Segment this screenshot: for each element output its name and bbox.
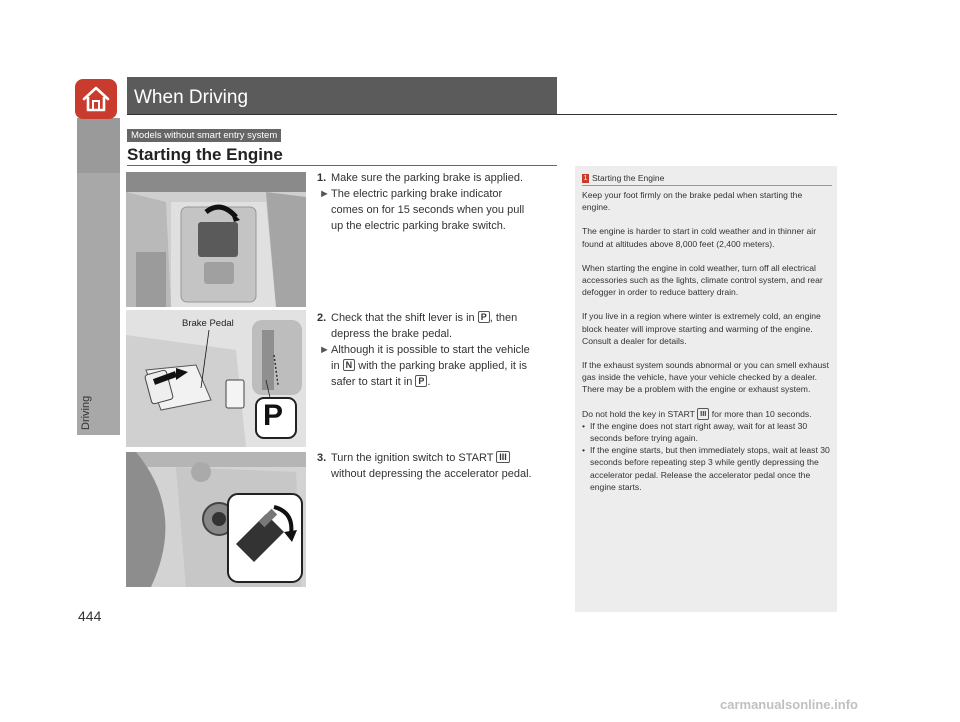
start-key: III (697, 408, 709, 420)
note-bullet-1: • If the engine does not start right away, wait for at least 30 seconds before trying again. (582, 420, 832, 444)
note-title (582, 173, 832, 186)
sidebar-block-upper (77, 118, 120, 174)
note-paragraph-2: The engine is harder to start in cold weather and in thinner air found at altitudes above 8,000 feet (2,400 meters). (582, 226, 817, 249)
step-2-number: 2. (317, 312, 327, 324)
step-3-text-a: Turn the ignition switch to START (331, 452, 494, 464)
note-p6-a: Do not hold the key in START (582, 408, 695, 419)
section-divider (127, 165, 557, 166)
park-key: P (415, 375, 427, 387)
step-2-sub2a: in (331, 360, 340, 372)
step-3 (317, 450, 562, 482)
note-bullet-2: • If the engine starts, but then immediately stops, wait at least 30 seconds before repeating step 3 while gently depressing the accelerator pedal. Release the accelerator pedal once the engine starts. (582, 444, 832, 493)
note-title-text: Starting the Engine (592, 173, 665, 183)
park-key: P (478, 311, 490, 323)
parking-brake-figure (126, 172, 306, 307)
note-paragraph-3: When starting the engine in cold weather, turn off all electrical accessories such as the lights, climate control system, and rear defogger in order to reduce battery drain. (582, 262, 823, 298)
section-heading: Starting the Engine (127, 145, 283, 164)
neutral-key: N (343, 359, 356, 371)
step-1-sub1: The electric parking brake indicator (331, 188, 503, 200)
ignition-figure (126, 452, 306, 587)
start-key: III (496, 451, 510, 463)
step-2-sub3b: . (427, 376, 431, 388)
chapter-title: When Driving (134, 87, 249, 108)
note-p6-b: for more than 10 seconds. (711, 408, 812, 419)
note-paragraph-4: If you live in a region where winter is extremely cold, an engine block heater will improve starting and warming of the engine. Consult a dealer for details. (582, 311, 821, 346)
step-3-text-b: without depressing the accelerator pedal. (331, 468, 532, 480)
step-2-sub2b: with the parking brake applied, it is (358, 360, 527, 372)
step-2 (317, 310, 562, 390)
page-number: 444 (78, 608, 102, 624)
step-2-text-b: , then (489, 312, 518, 324)
step-2-text-c: depress the brake pedal. (331, 328, 453, 340)
model-badge: Models without smart entry system (127, 129, 281, 142)
note-paragraph-1: Keep your foot firmly on the brake pedal when starting the engine. (582, 190, 803, 213)
step-1-text: Make sure the parking brake is applied. (331, 172, 523, 184)
note-body (582, 189, 832, 493)
brake-pedal-label: Brake Pedal (182, 318, 234, 329)
step-1 (317, 170, 562, 234)
step-2-sub3a: safer to start it in (331, 376, 413, 388)
chapter-title-bar (127, 77, 557, 114)
step-1-sub3: up the electric parking brake switch. (331, 220, 506, 232)
title-divider (127, 114, 837, 115)
note-marker-icon: 1 (583, 174, 588, 182)
step-1-number: 1. (317, 172, 327, 184)
step-2-sub1: Although it is possible to start the vehicle (331, 344, 530, 356)
step-3-number: 3. (317, 452, 327, 464)
arrow-icon: ► (319, 344, 330, 356)
brake-pedal-figure (126, 310, 306, 447)
note-paragraph-5: If the exhaust system sounds abnormal or you can smell exhaust gas inside the vehicle, have your vehicle checked by a dealer. There may be a problem with the engine or exhaust system. (582, 360, 829, 395)
step-1-sub2: comes on for 15 seconds when you pull (331, 204, 525, 216)
step-2-text-a: Check that the shift lever is in (331, 312, 475, 324)
park-gear-letter: P (263, 399, 284, 432)
note-panel (575, 166, 837, 612)
home-icon (82, 86, 110, 112)
arrow-icon: ► (319, 188, 330, 200)
home-button[interactable] (75, 79, 117, 119)
watermark: carmanualsonline.info (720, 697, 858, 712)
sidebar-section-label[interactable]: Driving (80, 395, 92, 430)
